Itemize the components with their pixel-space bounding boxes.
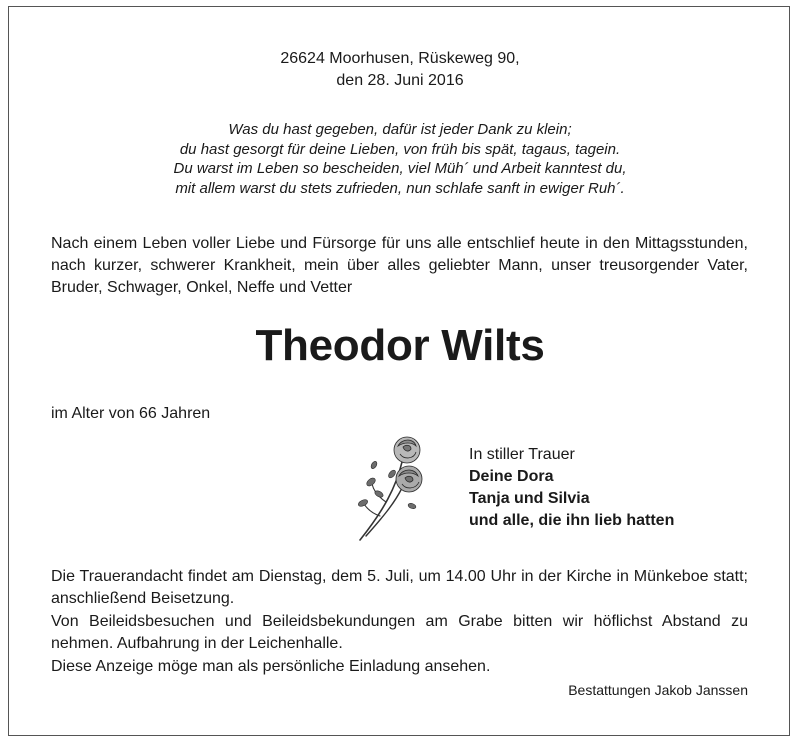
condolence-paragraph: Von Beileidsbesuchen und Beileidsbekundungen am Grabe bitten wir höflichst Abstand zu nehmen. Aufbahrung in der Leichenhalle. (51, 613, 748, 652)
intro-paragraph: Nach einem Leben voller Liebe und Fürsorge für uns alle entschlief heute in den Mittagsstunden, nach kurzer, schwerer Krankheit, mein über alles geliebter Mann, unser treusorgender Vater, Bruder, Schwager, Onkel, Neffe und Vetter (51, 235, 748, 296)
poem-line: mit allem warst du stets zufrieden, nun schlafe sanft in ewiger Ruh´. (175, 179, 625, 197)
deceased-name: Theodor Wilts (255, 321, 545, 370)
age-text: im Alter von 66 Jahren (51, 405, 211, 422)
mourner-name: Tanja und Silvia (469, 490, 590, 507)
poem-line: Was du hast gegeben, dafür ist jeder Dank zu klein; (228, 121, 572, 138)
funeral-paragraph: Die Trauerandacht findet am Dienstag, dem 5. Juli, um 14.00 Uhr in der Kirche in Münkeboe statt; anschließend Beisetzung. (51, 568, 748, 607)
date-line: den 28. Juni 2016 (336, 72, 464, 89)
address-line: 26624 Moorhusen, Rüskeweg 90, (280, 50, 520, 67)
undertaker-credit: Bestattungen Jakob Janssen (568, 682, 748, 698)
mourner-name: und alle, die ihn lieb hatten (469, 512, 675, 529)
rose-icon (352, 432, 432, 544)
mourner-name: Deine Dora (469, 468, 554, 485)
poem-line: du hast gesorgt für deine Lieben, von früh bis spät, tagaus, tagein. (179, 140, 621, 158)
invitation-paragraph: Diese Anzeige möge man als persönliche Einladung ansehen. (51, 658, 491, 675)
poem-line: Du warst im Leben so bescheiden, viel Müh´ und Arbeit kanntest du, (173, 160, 627, 177)
mourners-block (469, 444, 674, 532)
address-block (0, 48, 800, 92)
poem (0, 120, 800, 198)
mourners-heading: In stiller Trauer (469, 446, 575, 463)
